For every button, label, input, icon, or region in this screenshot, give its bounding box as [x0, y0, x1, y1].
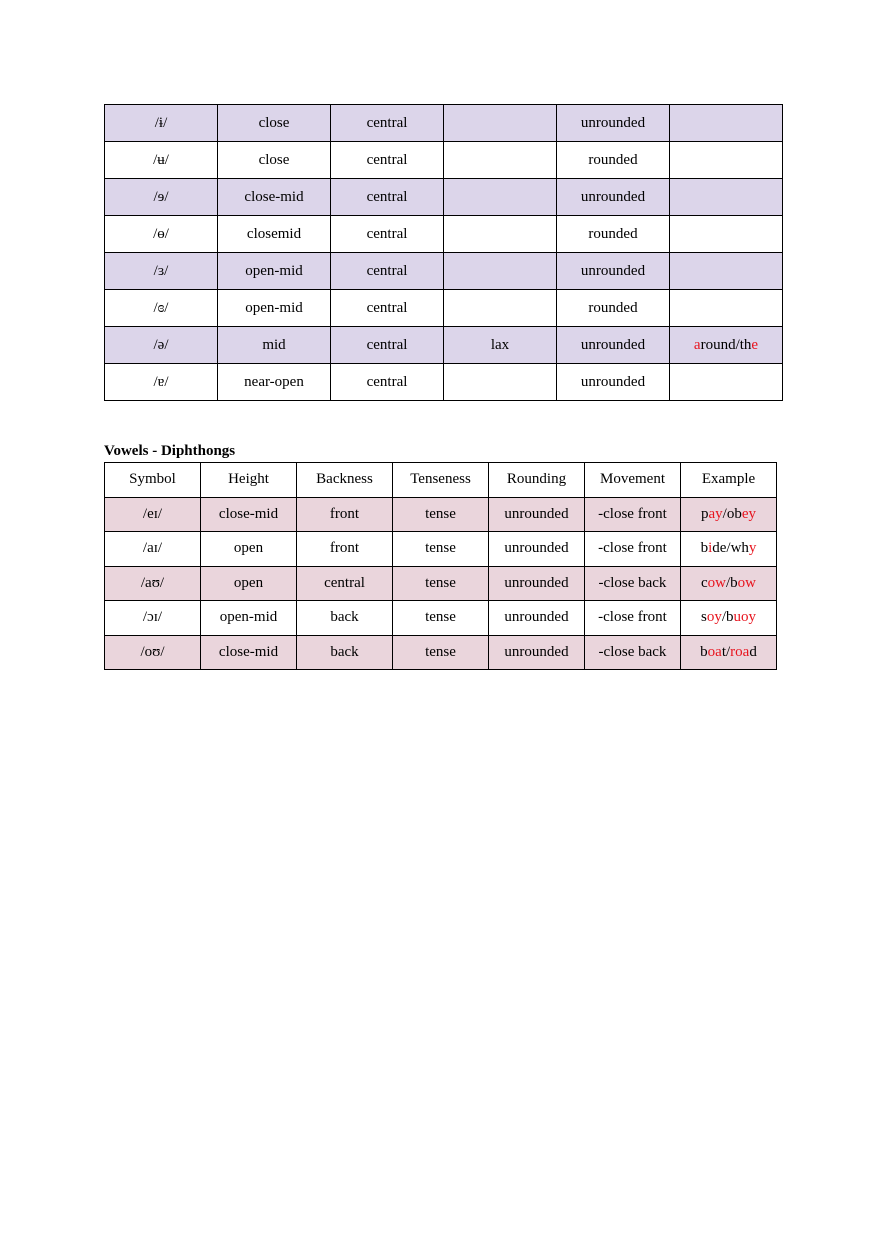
table-cell: /oʊ/ — [105, 635, 201, 670]
column-header: Movement — [585, 463, 681, 498]
table-cell — [670, 364, 783, 401]
table-cell — [444, 290, 557, 327]
column-header: Example — [681, 463, 777, 498]
table-cell: unrounded — [489, 497, 585, 532]
table-cell: mid — [218, 327, 331, 364]
table-cell — [444, 105, 557, 142]
table-cell: -close front — [585, 497, 681, 532]
table-cell: -close front — [585, 601, 681, 636]
table-cell: close-mid — [201, 635, 297, 670]
table-cell: /eɪ/ — [105, 497, 201, 532]
table-cell: central — [331, 142, 444, 179]
table-cell: central — [331, 253, 444, 290]
table-cell: unrounded — [557, 105, 670, 142]
highlighted-letters: oy — [706, 609, 722, 626]
table-row — [105, 497, 777, 532]
table-cell: /ə/ — [105, 327, 218, 364]
table-cell: unrounded — [557, 327, 670, 364]
table-row — [105, 364, 783, 401]
table-cell: -close front — [585, 532, 681, 567]
example-text: b — [700, 643, 708, 660]
table-cell: -close back — [585, 635, 681, 670]
example-text: b — [700, 540, 709, 557]
table-cell: tense — [393, 601, 489, 636]
example-text: round/th — [700, 336, 752, 353]
diphthongs-heading: Vowels - Diphthongs — [104, 443, 236, 459]
table-row — [105, 635, 777, 670]
table-cell: /ʉ/ — [105, 142, 218, 179]
table-row — [105, 601, 777, 636]
table-cell — [444, 179, 557, 216]
table-row — [105, 290, 783, 327]
table-cell — [444, 253, 557, 290]
table-cell: near-open — [218, 364, 331, 401]
table-row — [105, 142, 783, 179]
highlighted-letters: a — [693, 336, 701, 353]
table-row — [105, 532, 777, 567]
example-text: de/wh — [712, 540, 749, 557]
table-cell: back — [297, 635, 393, 670]
example-text: /b — [726, 574, 738, 591]
highlighted-letters: ey — [741, 505, 756, 522]
example-text: /b — [721, 609, 734, 626]
table-cell — [670, 216, 783, 253]
table-cell: unrounded — [557, 179, 670, 216]
table-cell: close-mid — [201, 497, 297, 532]
example-text: /ob — [722, 505, 742, 522]
highlighted-letters: ow — [737, 574, 757, 591]
table-cell: /aʊ/ — [105, 566, 201, 601]
table-cell: /ɐ/ — [105, 364, 218, 401]
table-cell: -close back — [585, 566, 681, 601]
table-cell: tense — [393, 566, 489, 601]
table-cell: unrounded — [489, 566, 585, 601]
table-cell: open-mid — [218, 290, 331, 327]
highlighted-letters: ow — [707, 574, 726, 591]
table-cell — [681, 635, 777, 670]
column-header: Symbol — [105, 463, 201, 498]
table-cell: front — [297, 497, 393, 532]
table-cell: rounded — [557, 142, 670, 179]
header-row — [105, 463, 777, 498]
table-cell: rounded — [557, 216, 670, 253]
table-cell: tense — [393, 497, 489, 532]
table-cell: tense — [393, 532, 489, 567]
table-cell: /ɜ/ — [105, 253, 218, 290]
table-cell: central — [331, 105, 444, 142]
table-cell: central — [297, 566, 393, 601]
table-cell: /ɵ/ — [105, 216, 218, 253]
table-cell: unrounded — [489, 532, 585, 567]
table-cell: /ɨ/ — [105, 105, 218, 142]
table-cell — [681, 601, 777, 636]
central-vowels-table — [104, 104, 783, 401]
table-cell — [681, 497, 777, 532]
table-cell: closemid — [218, 216, 331, 253]
table-cell: tense — [393, 635, 489, 670]
highlighted-letters: e — [751, 336, 759, 353]
table-cell: /ɘ/ — [105, 179, 218, 216]
table-cell — [681, 566, 777, 601]
table-row — [105, 179, 783, 216]
highlighted-letters: y — [748, 540, 757, 557]
table-cell: open-mid — [218, 253, 331, 290]
example-text: t/ — [721, 643, 731, 660]
table-body — [105, 105, 783, 401]
table-cell: /ɞ/ — [105, 290, 218, 327]
table-cell: central — [331, 364, 444, 401]
table-cell — [444, 216, 557, 253]
table-cell: open — [201, 532, 297, 567]
highlighted-letters: roa — [730, 643, 750, 660]
table-cell: open-mid — [201, 601, 297, 636]
column-header: Tenseness — [393, 463, 489, 498]
table-cell: /aɪ/ — [105, 532, 201, 567]
table-cell: lax — [444, 327, 557, 364]
table-cell: unrounded — [489, 635, 585, 670]
table-cell: front — [297, 532, 393, 567]
diphthongs-table — [104, 462, 777, 670]
example-text: s — [700, 609, 707, 626]
table-row — [105, 105, 783, 142]
table-cell: unrounded — [489, 601, 585, 636]
table-cell: close-mid — [218, 179, 331, 216]
table-cell: close — [218, 142, 331, 179]
table-cell — [670, 253, 783, 290]
table-cell — [444, 142, 557, 179]
highlighted-letters: uoy — [733, 609, 756, 626]
table-cell: central — [331, 179, 444, 216]
column-header: Backness — [297, 463, 393, 498]
table-row — [105, 566, 777, 601]
table-cell: /ɔɪ/ — [105, 601, 201, 636]
highlighted-letters: i — [708, 540, 713, 557]
table-cell: rounded — [557, 290, 670, 327]
table-cell — [670, 142, 783, 179]
table-cell — [681, 532, 777, 567]
table-cell — [670, 179, 783, 216]
highlighted-letters: ay — [708, 505, 723, 522]
table-cell — [444, 364, 557, 401]
column-header: Height — [201, 463, 297, 498]
highlighted-letters: oa — [707, 643, 722, 660]
table-row — [105, 253, 783, 290]
table-cell: unrounded — [557, 253, 670, 290]
table-cell: central — [331, 327, 444, 364]
column-header: Rounding — [489, 463, 585, 498]
table-cell: close — [218, 105, 331, 142]
table-cell: central — [331, 290, 444, 327]
table-cell — [670, 327, 783, 364]
table-body — [105, 463, 777, 670]
table-cell: central — [331, 216, 444, 253]
table-cell: open — [201, 566, 297, 601]
example-text: c — [700, 574, 708, 591]
table-cell — [670, 105, 783, 142]
table-cell: unrounded — [557, 364, 670, 401]
table-row — [105, 216, 783, 253]
example-text: p — [700, 505, 709, 522]
table-cell — [670, 290, 783, 327]
table-row — [105, 327, 783, 364]
table-cell: back — [297, 601, 393, 636]
example-text: d — [749, 643, 757, 660]
